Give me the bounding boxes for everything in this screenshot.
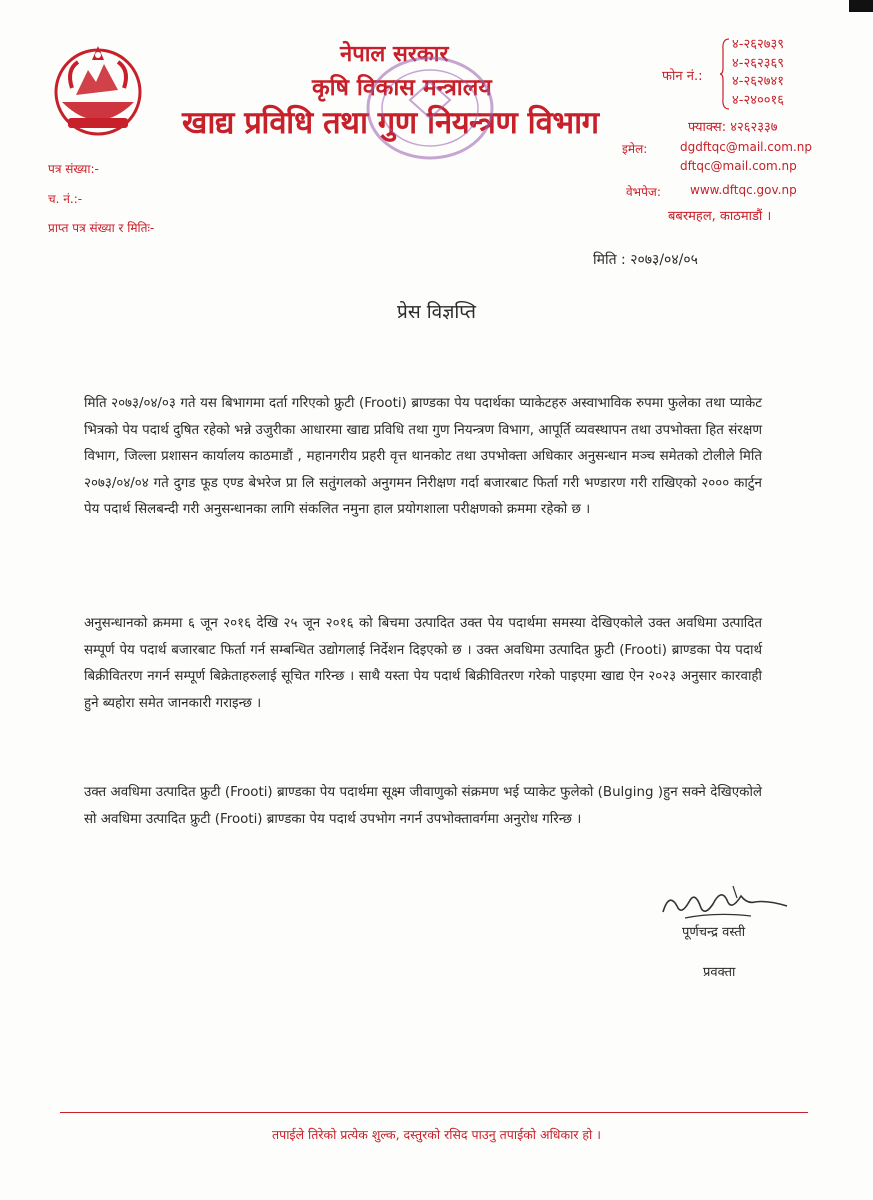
signatory-role: प्रवक्ता [703, 965, 736, 980]
scan-corner-mark [849, 0, 873, 12]
phone-number: ४-२४००१६ [732, 92, 785, 108]
dispatch-number-label: च. नं.:- [48, 192, 83, 206]
page-title: प्रेस विज्ञप्ति [397, 301, 476, 323]
letter-number-label: पत्र संख्या:- [48, 162, 99, 176]
phone-label: फोन नं.: [662, 69, 703, 84]
body-paragraph: अनुसन्धानको क्रममा ६ जून २०१६ देखि २५ जून २०१६ को बिचमा उत्पादित उक्त पेय पदार्थमा समस्या देखिएकोले उक्त अवधिमा उत्पादित सम्पूर्ण पेय पदार्थ बजारबाट फिर्ता गर्न सम्बन्धित उद्योगलाई निर्देशन दिइएको छ । उक्त अवधिमा उत्पादित फ्रुटी (Frooti) ब्राण्डका पेय पदार्थ बिक्रीवितरण नगर्न सम्पूर्ण बिक्रेताहरुलाई सूचित गरिन्छ । साथै यस्ता पेय पदार्थ बिक्रीवितरण गरेको पाइएमा खाद्य ऐन २०२३ अनुसार कारवाही हुने ब्यहोरा समेत जानकारी गराइन्छ । [84, 616, 762, 711]
phone-list [732, 36, 784, 110]
website-label: वेभपेज: [626, 185, 661, 199]
email-address[interactable]: dgdftqc@mail.com.np [680, 140, 812, 154]
website-link[interactable]: www.dftqc.gov.np [690, 183, 797, 197]
nepal-emblem-icon [48, 40, 148, 140]
body-paragraph: उक्त अवधिमा उत्पादित फ्रुटी (Frooti) ब्राण्डका पेय पदार्थमा सूक्ष्म जीवाणुको संक्रमण भई प्याकेट फुलेको (Bulging )हुन सक्ने देखिएकोले सो अवधिमा उत्पादित फ्रुटी (Frooti) ब्राण्डका पेय पदार्थ उपभोग नगर्न उपभोक्तावर्गमा अनुरोध गरिन्छ । [84, 785, 762, 827]
phone-number: ४-२६२७४१ [732, 74, 785, 89]
body-paragraph: मिति २०७३/०४/०३ गते यस बिभागमा दर्ता गरिएको फ्रुटी (Frooti) ब्राण्डका पेय पदार्थका प्याकेटहरु अस्वाभाविक रुपमा फुलेका तथा प्याकेट भित्रको पेय पदार्थ दुषित रहेको भन्ने उजुरीका आधारमा खाद्य प्रविधि तथा गुण नियन्त्रण विभाग, आपूर्ति व्यवस्थापन तथा उपभोक्ता हित संरक्षण विभाग, जिल्ला प्रशासन कार्यालय काठमाडौं , महानगरीय प्रहरी वृत्त थानकोट तथा उपभोक्ता अधिकार अनुसन्धान मञ्च समेतको टोलीले मिति २०७३/०४/०४ गते दुगड फूड एण्ड बेभरेज प्रा लि सतुंगलको अनुगमन निरीक्षण गर्दा बजारबाट फिर्ता गरी भण्डारण गरी राखिएको २००० कार्टुन पेय पदार्थ सिलबन्दी गरी अनुसन्धानका लागि संकलित नमुना हाल प्रयोगशाला परीक्षणको क्रममा रहेको छ । [84, 396, 762, 517]
ministry-name: कृषि विकास मन्त्रालय [312, 75, 492, 101]
phone-number: ४-२६२३६९ [732, 55, 785, 71]
email-label: इमेल: [622, 142, 648, 156]
email-address[interactable]: dftqc@mail.com.np [680, 159, 797, 173]
government-name: नेपाल सरकार [340, 42, 449, 67]
fax-number: फ्याक्स: ४२६२३३७ [688, 120, 778, 135]
received-letter-label: प्राप्त पत्र संख्या र मितिः- [48, 221, 155, 235]
department-name: खाद्य प्रविधि तथा गुण नियन्त्रण विभाग [182, 105, 599, 141]
letter-date: मिति : २०७३/०४/०५ [593, 252, 698, 268]
footer-note: तपाईले तिरेको प्रत्येक शुल्क, दस्तुरको रसिद पाउनु तपाईको अधिकार हो । [271, 1127, 602, 1142]
brace-icon [720, 38, 730, 110]
signatory-name: पूर्णचन्द्र वस्ती [682, 925, 746, 940]
office-address: बबरमहल, काठमाडौं । [668, 209, 772, 224]
phone-number: ४-२६२७३९ [732, 37, 785, 52]
footer-divider [60, 1112, 808, 1113]
office-stamp-icon [360, 50, 500, 170]
